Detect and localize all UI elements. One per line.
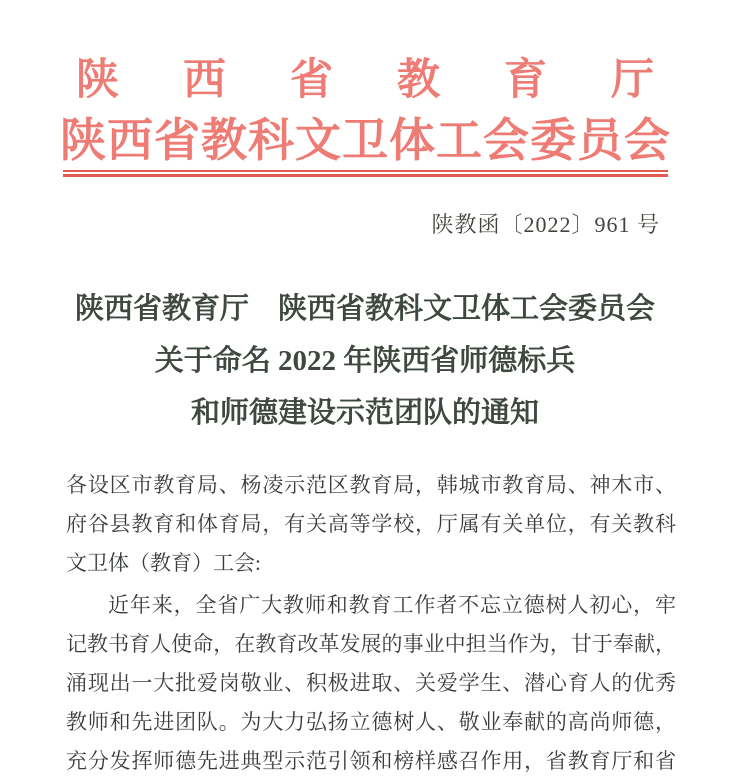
body-line: 记教书育人使命，在教育改革发展的事业中担当作为，甘于奉献， bbox=[66, 632, 676, 656]
body-line: 各设区市教育局、杨凌示范区教育局，韩城市教育局、神木市、 bbox=[66, 473, 676, 497]
notice-title-line-1: 陕西省教育厅 陕西省教科文卫体工会委员会 bbox=[74, 293, 655, 325]
notice-title-line-3: 和师德建设示范团队的通知 bbox=[190, 397, 539, 429]
document-body bbox=[0, 466, 730, 777]
body-line: 涌现出一大批爱岗敬业、积极进取、关爱学生、潜心育人的优秀 bbox=[66, 671, 676, 695]
notice-title-line-2: 关于命名 2022 年陕西省师德标兵 bbox=[154, 345, 576, 377]
body-line: 充分发挥师德先进典型示范引领和榜样感召作用，省教育厅和省 bbox=[66, 749, 676, 773]
letterhead bbox=[0, 58, 730, 177]
document-number: 陕教函〔2022〕961 号 bbox=[431, 212, 660, 237]
letterhead-double-rule bbox=[63, 170, 668, 177]
letterhead-org-line1: 陕西省教育厅 bbox=[76, 57, 654, 104]
body-line: 近年来，全省广大教师和教育工作者不忘立德树人初心，牢 bbox=[108, 593, 676, 617]
body-line: 文卫体（教育）工会: bbox=[66, 551, 261, 575]
body-line: 府谷县教育和体育局，有关高等学校，厅属有关单位，有关教科 bbox=[66, 512, 676, 536]
letterhead-org-line2: 陕西省教科文卫体工会委员会 bbox=[60, 115, 670, 166]
notice-title bbox=[0, 283, 730, 439]
body-paragraph bbox=[66, 586, 676, 777]
addressee-paragraph bbox=[66, 466, 676, 583]
body-line: 教师和先进团队。为大力弘扬立德树人、敬业奉献的高尚师德， bbox=[66, 710, 676, 734]
